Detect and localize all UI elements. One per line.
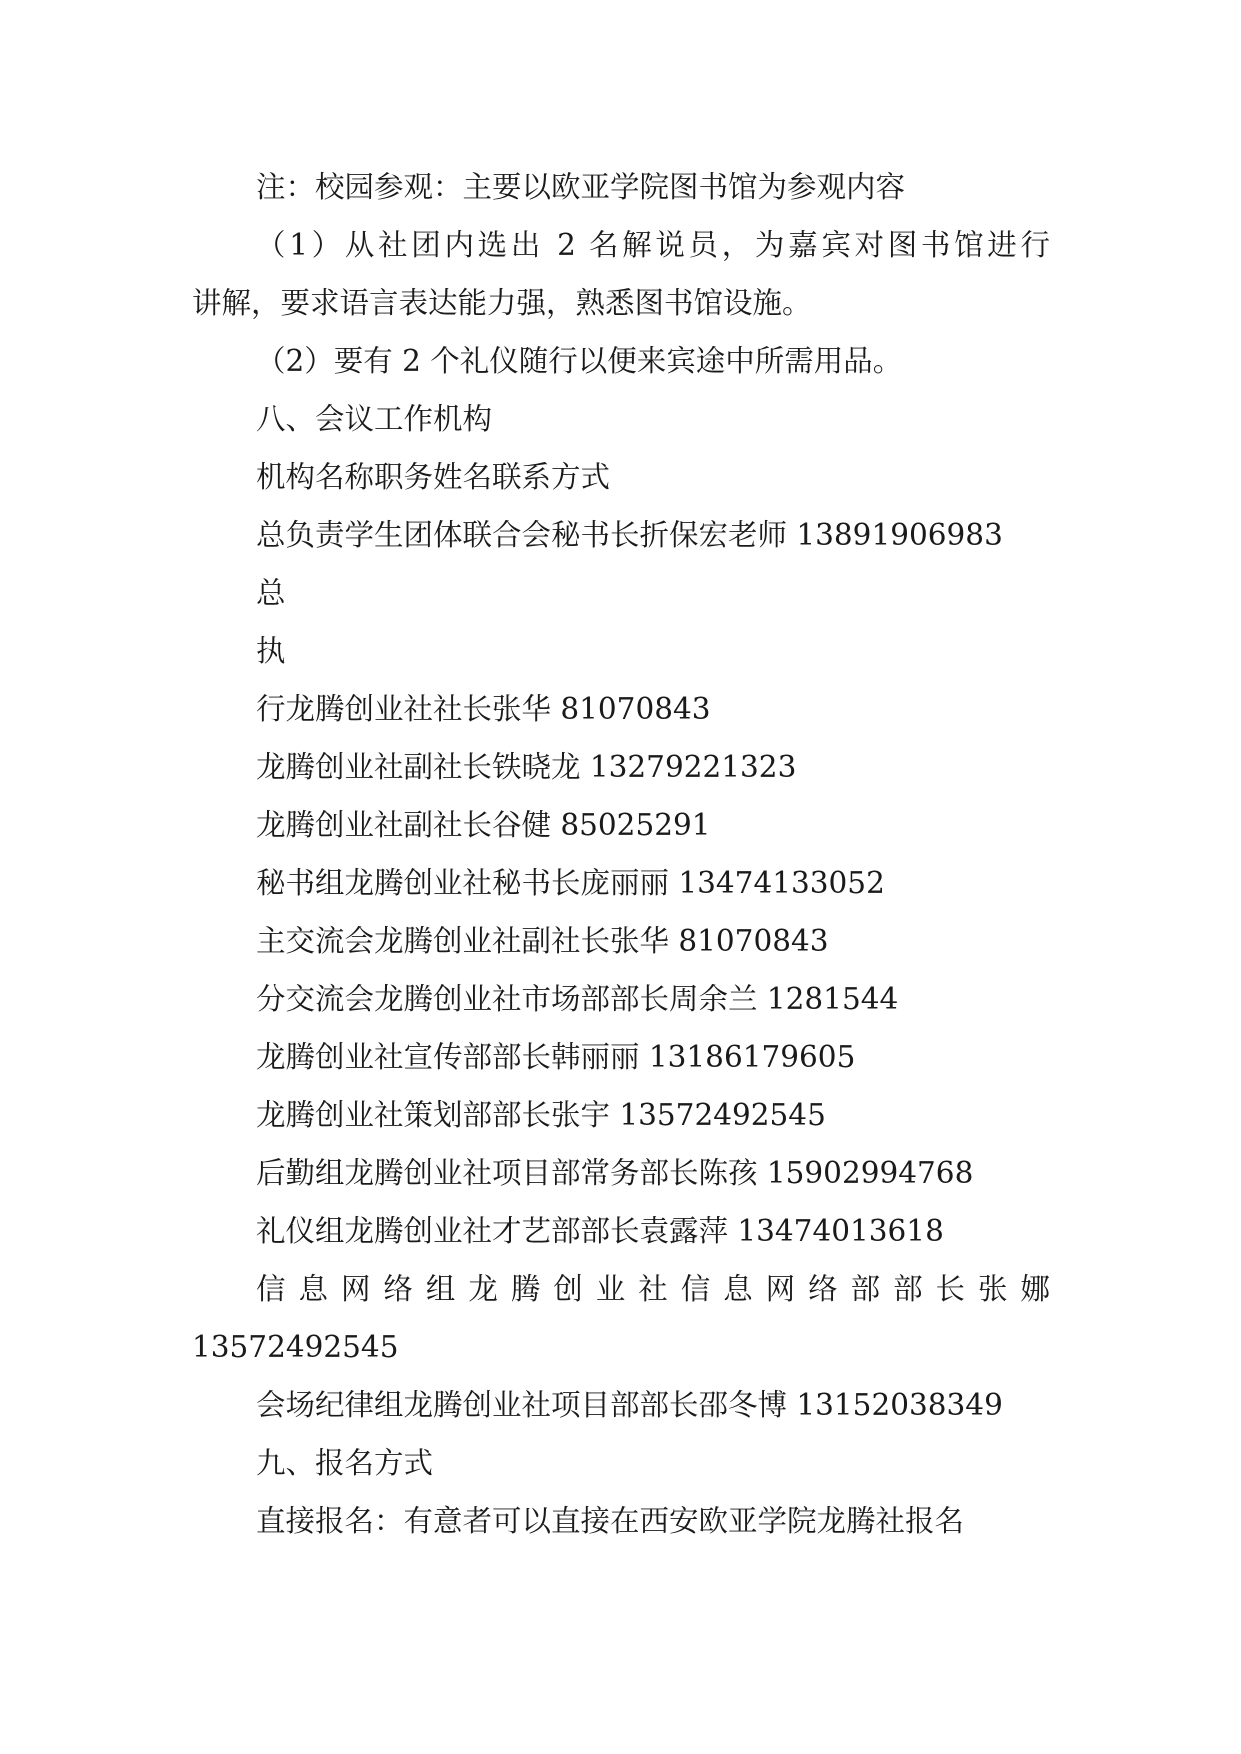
org-line-wrapped-part-2: 13572492545: [192, 1330, 399, 1364]
note-item-1-line-2: 讲解，要求语言表达能力强，熟悉图书馆设施。: [192, 286, 812, 320]
note-campus-visit: 注：校园参观：主要以欧亚学院图书馆为参观内容: [256, 170, 906, 204]
org-line: 后勤组龙腾创业社项目部常务部长陈孩 15902994768: [256, 1156, 974, 1190]
org-line: 总负责学生团体联合会秘书长折保宏老师 13891906983: [256, 518, 1003, 552]
org-line-wrapped-part-1: 信息网络组龙腾创业社信息网络部部长张娜: [256, 1272, 1050, 1306]
note-item-2: （2）要有 2 个礼仪随行以便来宾途中所需用品。: [256, 344, 903, 378]
org-line: 分交流会龙腾创业社市场部部长周余兰 1281544: [256, 982, 899, 1016]
note-item-1-line-1: （1）从社团内选出 2 名解说员，为嘉宾对图书馆进行: [256, 228, 1050, 262]
org-line: 主交流会龙腾创业社副社长张华 81070843: [256, 924, 829, 958]
org-line: 龙腾创业社副社长谷健 85025291: [256, 808, 711, 842]
org-line: 秘书组龙腾创业社秘书长庞丽丽 13474133052: [256, 866, 885, 900]
org-line: 龙腾创业社宣传部部长韩丽丽 13186179605: [256, 1040, 856, 1074]
org-line: 龙腾创业社策划部部长张宇 13572492545: [256, 1098, 826, 1132]
org-line: 总: [256, 576, 286, 610]
section-heading-9: 九、报名方式: [256, 1446, 434, 1480]
org-line: 执: [256, 634, 286, 668]
table-header-line: 机构名称职务姓名联系方式: [256, 460, 611, 494]
document-body: [192, 158, 1050, 1550]
org-line: 行龙腾创业社社长张华 81070843: [256, 692, 711, 726]
org-line: 会场纪律组龙腾创业社项目部部长邵冬博 13152038349: [256, 1388, 1003, 1422]
org-line: 礼仪组龙腾创业社才艺部部长袁露萍 13474013618: [256, 1214, 944, 1248]
section-heading-8: 八、会议工作机构: [256, 402, 493, 436]
org-line: 龙腾创业社副社长铁晓龙 13279221323: [256, 750, 797, 784]
registration-method: 直接报名：有意者可以直接在西安欧亚学院龙腾社报名: [256, 1504, 965, 1538]
